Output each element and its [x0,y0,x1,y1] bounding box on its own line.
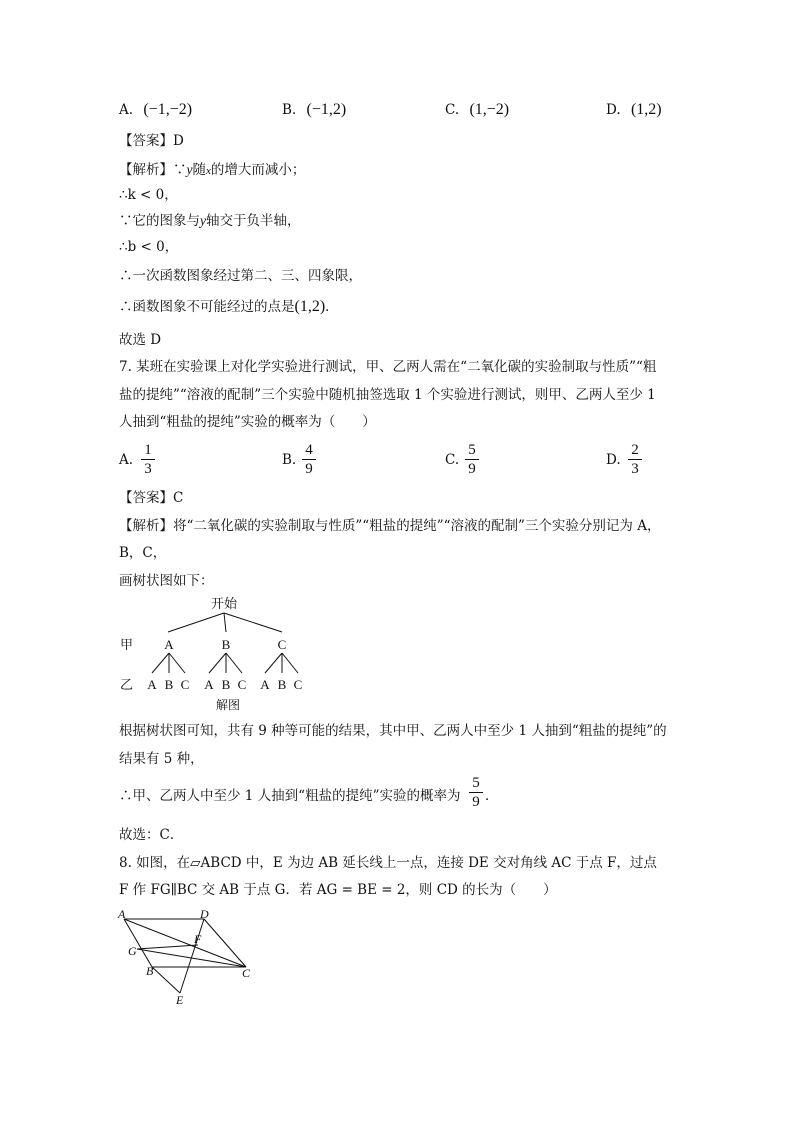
axis-pre: ∵它的图象与 [119,213,200,229]
q7-conclusion-line-2: 结果有 5 种， [119,751,204,767]
tree-node-second: C [180,677,190,692]
q6-line-b: ∴b < 0， [119,239,179,255]
label-a: A [118,907,126,921]
tree-node-second: A [147,677,157,692]
label-c: C [242,966,251,980]
tree-node-second: A [260,677,270,692]
tree-row-label-jia: 甲 [120,637,134,652]
numerator: 1 [144,442,152,458]
option-label: C. [445,102,460,118]
label-b: B [146,964,154,978]
q7-analysis-line-2: B，C， [119,545,167,561]
point-post: ． [325,299,339,315]
tree-caption: 解图 [215,698,241,712]
q7-stem-line-2: 盐的提纯”“溶液的配制”三个实验中随机抽签选取 1 个实验进行测试，则甲、乙两人至少 1 [119,387,656,403]
q7-tree-intro: 画树状图如下： [119,573,214,589]
analysis-mid: 随 [192,162,206,178]
axis-post: 轴交于负半轴， [206,213,301,229]
label-e: E [176,993,184,1007]
option-value: (−1,2) [306,101,347,118]
q6-line-point [119,298,339,316]
label-g: G [128,944,137,958]
denominator: 3 [631,461,639,477]
option-label: C. [445,452,460,468]
tree-node-second: B [277,677,287,692]
tree-node-second: C [293,677,303,692]
q7-conclusion-line-3 [119,787,460,805]
q7-option-a-fraction [141,442,155,477]
tree-node-second: A [204,677,214,692]
option-label: A. [119,452,134,468]
numerator: 5 [472,775,480,791]
var-y: y [186,162,193,177]
denominator: 9 [305,461,313,477]
tree-node-first-a: A [164,637,174,652]
numerator: 2 [631,442,639,458]
tree-row-label-yi: 乙 [120,677,134,692]
q6-choose: 故选 D [119,332,162,348]
q7-analysis-line-1: 【解析】将“二氧化碳的实验制取与性质”“粗盐的提纯”“溶液的配制”三个实验分别记为 A， [119,518,661,534]
q6-line-axis [119,212,301,230]
q7-conclusion-fraction [469,775,483,810]
point-value: (1,2) [294,298,326,315]
q6-answer: 【答案】D [119,133,184,149]
q7-option-d-fraction [628,442,642,477]
label-f: F [194,932,202,946]
tree-diagram [112,594,332,714]
var-x: x [206,165,211,177]
tree-node-second: B [221,677,231,692]
tree-node-first-c: C [277,637,287,652]
label-d: D [200,907,209,921]
q7-conclusion-line-1: 根据树状图可知，共有 9 种等可能的结果，其中甲、乙两人中至少 1 人抽到“粗盐的提纯”的 [119,723,667,739]
option-value: (1,2) [630,101,662,118]
q7-option-d [606,452,621,468]
q6-option-c [445,101,509,119]
q7-option-a [119,452,133,468]
q7-conclusion-end: ． [485,788,499,804]
q7-choose: 故选：C． [119,827,184,843]
q6-option-d [606,101,662,119]
option-label: D. [606,452,621,468]
tree-root: 开始 [210,596,238,611]
q7-option-b-fraction [302,442,316,477]
q8-stem-line-2: F 作 FG∥BC 交 AB 于点 G．若 AG = BE = 2，则 CD 的长为（ ） [119,882,557,898]
q8-stem-line-1: 8. 如图，在▱ABCD 中，E 为边 AB 延长线上一点，连接 DE 交对角线 AC 于点 F，过点 [119,855,657,871]
option-label: B. [282,102,297,118]
analysis-prefix: 【解析】∵ [119,162,187,178]
option-label: D. [606,102,621,118]
q7-answer: 【答案】C [119,490,184,506]
denominator: 9 [468,461,476,477]
q7-stem-line-1: 7. 某班在实验课上对化学实验进行测试，甲、乙两人需在“二氧化碳的实验制取与性质”“粗 [119,359,657,375]
q7-option-c [445,452,459,468]
q7-option-c-fraction [465,442,479,477]
q6-option-a [119,101,192,119]
denominator: 9 [472,794,480,810]
q6-line-quadrant: ∴一次函数图象经过第二、三、四象限， [119,268,362,284]
q7-stem-line-3: 人抽到“粗盐的提纯”实验的概率为（ ） [119,414,376,430]
option-value: (−1,−2) [143,101,193,118]
conclusion-pre: ∴甲、乙两人中至少 1 人抽到“粗盐的提纯”实验的概率为 [119,788,461,804]
numerator: 5 [468,442,476,458]
var-y: y [200,213,206,228]
q7-option-b [282,452,296,468]
tree-node-first-b: B [221,637,231,652]
option-value: (1,−2) [469,101,510,118]
point-pre: ∴函数图象不可能经过的点是 [119,299,295,315]
denominator: 3 [144,461,152,477]
tree-node-second: B [164,677,174,692]
tree-node-second: C [237,677,247,692]
parallelogram-figure [112,905,272,1015]
q6-line-k: ∴k < 0， [119,187,178,203]
option-label: A. [119,102,134,118]
q6-analysis-line [119,161,305,180]
analysis-end: 的增大而减小； [210,162,306,178]
numerator: 4 [305,442,313,458]
q6-option-b [282,101,346,119]
option-label: B. [282,452,297,468]
